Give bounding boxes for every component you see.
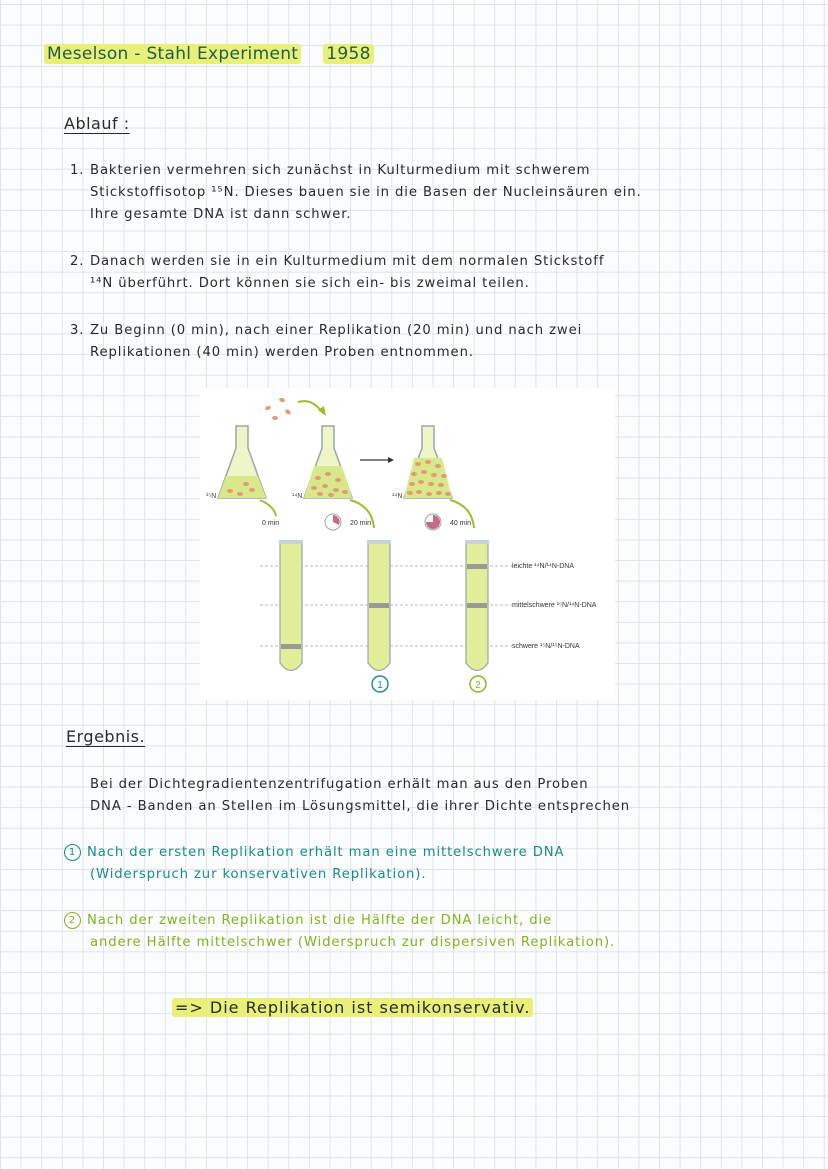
step-line: Danach werden sie in ein Kulturmedium mit dem normalen Stickstoff [90,254,605,269]
time-label: 40 min [450,520,472,527]
result-line: (Widerspruch zur konservativen Replikation). [90,867,427,882]
step-1 [70,160,642,226]
time-label: 20 min [350,520,372,527]
tube-20min [367,540,391,671]
flask-14n-40min [404,426,452,498]
step-line: Zu Beginn (0 min), nach einer Replikation (20 min) und nach zwei [90,323,583,338]
step-2 [70,251,604,295]
result-marker: 2 [64,912,81,929]
transfer-arrow [298,401,322,412]
band-label-heavy: schwere ¹⁵N/¹⁵N-DNA [512,643,580,650]
step-line: Stickstoffisotop ¹⁵N. Dieses bauen sie in die Basen der Nucleinsäuren ein. [90,185,642,200]
result-line: Nach der zweiten Replikation ist die Hälfte der DNA leicht, die [87,913,553,928]
intro-line: Bei der Dichtegradientenzentrifugation erhält man aus den Proben [90,777,589,792]
band-label-medium: mittelschwere ¹⁵N/¹⁴N-DNA [512,602,597,609]
tube-40min [465,540,489,671]
dna-band-light [467,564,487,569]
result-2 [64,910,615,954]
conclusion-text: => Die Replikation ist semikonservativ. [172,998,533,1017]
marker-1-label: 1 [377,680,383,691]
result-line: andere Hälfte mittelschwer (Widerspruch zur dispersiven Replikation). [90,935,616,950]
bacteria-transfer-icon [264,397,291,420]
flask-14n-20min [304,426,352,498]
flask-15n [218,426,266,498]
ablauf-heading: Ablauf : [64,114,130,133]
step-3 [70,320,582,364]
dna-band-medium [467,603,487,608]
tube-0min [279,540,303,671]
experiment-diagram [200,388,615,700]
step-line: ¹⁴N überführt. Dort können sie sich ein- bis zweimal teilen. [90,276,530,291]
step-number: 1. [70,163,85,178]
flask-label: ¹⁵N [206,493,217,500]
ergebnis-heading: Ergebnis. [66,727,146,746]
flask-label: ¹⁴N [392,493,403,500]
dna-band-medium [369,603,389,608]
result-line: Nach der ersten Replikation erhält man eine mittelschwere DNA [87,845,565,860]
page-title [44,44,374,64]
conclusion [172,998,533,1017]
marker-2-label: 2 [475,680,481,691]
step-line: Ihre gesamte DNA ist dann schwer. [90,207,352,222]
dna-band-heavy [281,644,301,649]
title-year: 1958 [323,44,373,64]
step-number: 2. [70,254,85,269]
step-number: 3. [70,323,85,338]
ergebnis-intro [90,774,630,818]
time-label: 0 min [262,520,280,527]
band-label-light: leichte ¹⁴N/¹⁴N-DNA [512,563,575,570]
result-marker: 1 [64,844,81,861]
flask-label: ¹⁴N [292,493,303,500]
step-line: Bakterien vermehren sich zunächst in Kulturmedium mit schwerem [90,163,591,178]
title-text: Meselson - Stahl Experiment [44,44,301,64]
experiment-figure [200,388,615,700]
result-1 [64,842,564,886]
intro-line: DNA - Banden an Stellen im Lösungsmittel, die ihrer Dichte entsprechen [90,799,631,814]
step-line: Replikationen (40 min) werden Proben entnommen. [90,345,474,360]
